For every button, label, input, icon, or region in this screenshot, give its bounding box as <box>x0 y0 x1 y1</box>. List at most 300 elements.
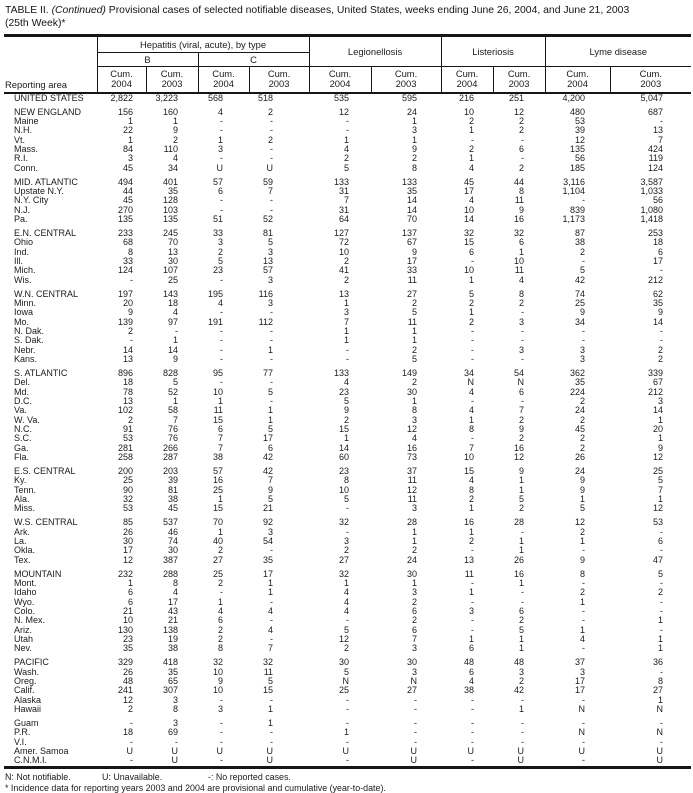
cell: 4 <box>412 433 418 444</box>
cell: 4 <box>172 307 178 318</box>
table-row <box>4 276 691 285</box>
cell: 14 <box>653 405 664 416</box>
cell: - <box>346 526 350 537</box>
row-label: Upstate N.Y. <box>14 186 64 197</box>
cell: - <box>582 643 586 654</box>
cell: 135 <box>570 144 586 155</box>
cell: 1 <box>519 634 525 645</box>
cell: - <box>130 718 133 729</box>
cell: 14 <box>167 344 178 355</box>
table-title-continued: (Continued) <box>51 5 106 16</box>
cell: 8 <box>127 246 133 257</box>
cell: - <box>220 326 223 337</box>
table-row <box>4 644 691 653</box>
cell: 8 <box>412 162 418 173</box>
cell: - <box>346 354 350 365</box>
cell: 7 <box>658 134 664 145</box>
cell: - <box>270 144 274 155</box>
row-label: R.I. <box>14 153 29 164</box>
cell: 25 <box>339 685 350 696</box>
row-label: N. Mex. <box>14 615 46 626</box>
cell: 2 <box>217 545 223 556</box>
cum-label: Cum. <box>639 67 662 79</box>
cell: - <box>471 433 475 444</box>
cell: - <box>660 545 664 556</box>
table-row <box>4 453 691 462</box>
row-label: Calif. <box>14 685 35 696</box>
cell: 156 <box>117 106 133 117</box>
cell: 2 <box>344 643 350 654</box>
cell: 203 <box>162 466 178 477</box>
cell: 27 <box>407 288 418 299</box>
cell: 137 <box>402 228 418 239</box>
cell: 31 <box>339 186 350 197</box>
reporting-area-header: Reporting area <box>4 35 97 93</box>
cell: - <box>270 153 274 164</box>
cell: 76 <box>167 433 178 444</box>
cell: 135 <box>117 214 133 225</box>
cell: 39 <box>167 475 178 486</box>
cell: 91 <box>122 424 133 435</box>
cell: 10 <box>122 615 133 626</box>
cell: 28 <box>407 517 418 528</box>
cell: 1 <box>217 494 223 505</box>
cell: 4 <box>469 475 475 486</box>
year-label: 2003 <box>395 78 417 90</box>
cell: 266 <box>162 442 178 453</box>
cell: 1 <box>519 643 525 654</box>
cell: - <box>582 606 586 617</box>
cell: - <box>220 307 223 318</box>
cell: 1 <box>580 596 586 607</box>
row-label: Guam <box>14 718 39 729</box>
row-label: Tenn. <box>14 484 37 495</box>
cell: - <box>521 326 525 337</box>
cell: 6 <box>519 237 525 248</box>
row-label: Ga. <box>14 442 29 453</box>
cell: - <box>346 736 350 747</box>
cell: 67 <box>407 237 418 248</box>
cell: 4 <box>172 587 178 598</box>
cell: 1 <box>580 624 586 635</box>
footnotes <box>5 772 691 793</box>
row-label: W.S. CENTRAL <box>14 517 78 528</box>
cell: 1 <box>217 134 223 145</box>
table-row <box>4 355 691 364</box>
cell: 387 <box>162 554 178 565</box>
cell: 149 <box>402 368 418 379</box>
cell: 35 <box>167 666 178 677</box>
cell: 3 <box>580 666 586 677</box>
cell: 15 <box>339 424 350 435</box>
cell: 2 <box>127 704 133 715</box>
cell: 9 <box>412 144 418 155</box>
table-row <box>4 556 691 565</box>
cell: 53 <box>653 517 664 528</box>
cell: 2 <box>217 624 223 635</box>
table-row <box>4 164 691 173</box>
cell: 77 <box>263 368 274 379</box>
cell: 6 <box>217 424 223 435</box>
cell: 48 <box>122 676 133 687</box>
cell: - <box>414 694 418 705</box>
row-label: Tex. <box>14 554 31 565</box>
cell: - <box>582 326 586 337</box>
cell: 4 <box>519 274 525 285</box>
row-label: N.H. <box>14 125 32 136</box>
cell: 12 <box>407 424 418 435</box>
cell: 68 <box>122 237 133 248</box>
cell: 3 <box>658 396 664 407</box>
cell: 4 <box>344 596 350 607</box>
cell: 7 <box>344 195 350 206</box>
cell: 10 <box>212 685 223 696</box>
cell: - <box>270 615 274 626</box>
cell: 200 <box>117 466 133 477</box>
cell: 3 <box>268 298 274 309</box>
cell: 1 <box>412 134 418 145</box>
cell: 6 <box>519 386 525 397</box>
cell: 4 <box>268 624 274 635</box>
cell: - <box>270 204 274 215</box>
cell: 216 <box>459 92 475 103</box>
cell: 26 <box>514 554 525 565</box>
cell: 23 <box>212 265 223 276</box>
cell: U <box>216 162 223 173</box>
cell: 5 <box>519 624 525 635</box>
cum-label: Cum. <box>212 67 235 79</box>
cum-label: Cum. <box>160 67 184 79</box>
column-header-hep-b-cum-2004 <box>97 66 146 93</box>
row-label: E.S. CENTRAL <box>14 466 76 477</box>
cell: 839 <box>570 204 586 215</box>
cell: 133 <box>334 176 350 187</box>
row-label: Idaho <box>14 587 37 598</box>
cell: 2 <box>268 106 274 117</box>
cell: 35 <box>167 186 178 197</box>
cell: 16 <box>407 442 418 453</box>
cell: 23 <box>122 634 133 645</box>
year-label: 2003 <box>640 78 662 90</box>
cell: - <box>220 354 223 365</box>
cell: 7 <box>217 442 223 453</box>
cell: - <box>582 718 586 729</box>
cell: - <box>582 694 586 705</box>
cell: - <box>660 116 664 127</box>
cell: U <box>467 746 475 757</box>
cell: - <box>521 134 525 145</box>
cell: 6 <box>412 624 418 635</box>
cell: 38 <box>212 452 223 463</box>
table-header <box>4 35 691 93</box>
cell: 35 <box>263 554 274 565</box>
row-label: Mo. <box>14 316 30 327</box>
cell: - <box>582 195 586 206</box>
cell: 95 <box>212 368 223 379</box>
cell: 24 <box>407 554 418 565</box>
cell: 1 <box>412 116 418 127</box>
cell: 22 <box>122 125 133 136</box>
cell: 7 <box>268 475 274 486</box>
cell: 35 <box>575 377 586 388</box>
cell: U <box>656 755 664 766</box>
cell: 47 <box>653 554 664 565</box>
cell: U <box>517 755 525 766</box>
cell: 232 <box>117 568 133 579</box>
cell: - <box>270 377 274 388</box>
cell: 39 <box>575 125 586 136</box>
cell: 9 <box>580 475 586 486</box>
cell: 1 <box>268 414 274 425</box>
column-header-lyme-cum-2003 <box>610 66 691 93</box>
column-header-listeriosis-cum-2003 <box>493 66 545 93</box>
cell: 12 <box>514 106 525 117</box>
cell: 30 <box>407 657 418 668</box>
cell: 5 <box>217 256 223 267</box>
cell: 2 <box>217 578 223 589</box>
cell: 3 <box>344 536 350 547</box>
cell: 16 <box>514 442 525 453</box>
cell: - <box>130 274 133 285</box>
row-label: Nev. <box>14 643 32 654</box>
row-label: N.J. <box>14 204 31 215</box>
cell: 1 <box>172 116 178 127</box>
cell: 7 <box>172 414 178 425</box>
cell: 15 <box>212 503 223 514</box>
table-title-rest: Provisional cases of selected notifiable diseases, United States, weeks ending June 26, 2004, and June 21, 2003 <box>105 5 630 16</box>
cell: 119 <box>648 153 664 164</box>
row-label: MID. ATLANTIC <box>14 176 78 187</box>
legionellosis-group-header: Legionellosis <box>309 35 441 66</box>
cell: - <box>346 704 350 715</box>
cell: 5 <box>268 237 274 248</box>
cell: 3,587 <box>640 176 664 187</box>
cell: 128 <box>162 195 178 206</box>
cell: 56 <box>575 153 586 164</box>
cell: 1 <box>127 116 133 127</box>
cell: 2 <box>412 596 418 607</box>
cell: 3 <box>217 144 223 155</box>
row-label: Oreg. <box>14 676 37 687</box>
cell: 48 <box>464 657 475 668</box>
cell: - <box>582 545 586 556</box>
cell: 73 <box>407 452 418 463</box>
cell: 1 <box>519 545 525 556</box>
cell: - <box>220 377 223 388</box>
cell: 41 <box>339 265 350 276</box>
cell: U <box>171 755 178 766</box>
cell: 35 <box>122 643 133 654</box>
cell: - <box>220 344 223 355</box>
cell: 42 <box>575 274 586 285</box>
year-label: 2004 <box>567 78 588 90</box>
cell: 17 <box>653 256 664 267</box>
cell: 7 <box>519 405 525 416</box>
cell: 2 <box>580 587 586 598</box>
cell: 10 <box>212 666 223 677</box>
cell: 3 <box>217 704 223 715</box>
cell: 13 <box>339 288 350 299</box>
cell: 18 <box>122 727 133 738</box>
cell: 2 <box>580 246 586 257</box>
cell: 13 <box>122 396 133 407</box>
cum-label: Cum. <box>110 67 133 79</box>
cell: 17 <box>167 596 178 607</box>
column-header-hep-c-cum-2003 <box>249 66 309 93</box>
cell: 2 <box>580 396 586 407</box>
cell: 2 <box>519 676 525 687</box>
cell: 4 <box>580 634 586 645</box>
cell: 2 <box>217 246 223 257</box>
cell: 424 <box>648 144 664 155</box>
cell: 11 <box>407 316 418 327</box>
cell: 28 <box>514 517 525 528</box>
cell: 42 <box>263 452 274 463</box>
cell: 81 <box>167 484 178 495</box>
cell: - <box>471 354 475 365</box>
cell: 13 <box>263 256 274 267</box>
cell: 12 <box>575 517 586 528</box>
row-label: Nebr. <box>14 344 36 355</box>
cell: 191 <box>207 316 223 327</box>
row-label: Hawaii <box>14 704 42 715</box>
cell: - <box>471 624 475 635</box>
cell: 42 <box>263 466 274 477</box>
cell: 2 <box>519 125 525 136</box>
cell: 8 <box>172 704 178 715</box>
cell: U <box>171 746 178 757</box>
row-label: C.N.M.I. <box>14 755 47 766</box>
cell: 224 <box>570 386 586 397</box>
cell: 124 <box>117 265 133 276</box>
cell: 5 <box>268 494 274 505</box>
cell: 2 <box>344 545 350 556</box>
year-label: 2003 <box>268 78 290 90</box>
cell: 6 <box>658 536 664 547</box>
cell: 116 <box>258 288 274 299</box>
cell: 4 <box>268 606 274 617</box>
cell: 12 <box>653 452 664 463</box>
cell: 143 <box>162 288 178 299</box>
cell: 258 <box>117 452 133 463</box>
cell: 9 <box>658 307 664 318</box>
cell: 10 <box>339 246 350 257</box>
cell: 45 <box>122 162 133 173</box>
cell: 3 <box>127 153 133 164</box>
cell: 7 <box>268 643 274 654</box>
cell: 6 <box>217 615 223 626</box>
cell: 9 <box>127 307 133 318</box>
footnote-dash: -: No reported cases. <box>208 771 291 782</box>
cell: - <box>220 153 223 164</box>
cell: - <box>130 755 133 766</box>
cell: 6 <box>412 606 418 617</box>
cell: 38 <box>167 494 178 505</box>
cell: 828 <box>162 368 178 379</box>
cell: 7 <box>658 484 664 495</box>
row-label: Iowa <box>14 307 34 318</box>
cell: - <box>471 694 475 705</box>
cell: 1 <box>580 494 586 505</box>
cell: - <box>346 503 350 514</box>
cell: 17 <box>263 433 274 444</box>
cell: 11 <box>407 475 418 486</box>
cell: 35 <box>653 298 664 309</box>
cell: 197 <box>117 288 133 299</box>
cell: 17 <box>407 256 418 267</box>
cell: N <box>578 704 586 715</box>
cell: 27 <box>339 554 350 565</box>
cell: 70 <box>407 214 418 225</box>
cell: U <box>517 746 525 757</box>
cell: 2 <box>519 414 525 425</box>
cell: 21 <box>167 615 178 626</box>
cell: 1,080 <box>640 204 664 215</box>
cell: - <box>471 718 475 729</box>
cell: 13 <box>653 125 664 136</box>
row-label: Va. <box>14 405 27 416</box>
cell: 48 <box>514 657 525 668</box>
cell: 1 <box>412 326 418 337</box>
cell: - <box>270 545 274 556</box>
cell: 107 <box>162 265 178 276</box>
cell: 70 <box>212 517 223 528</box>
cell: 12 <box>339 106 350 117</box>
cell: 1 <box>658 494 664 505</box>
table-title-prefix: TABLE II. <box>5 5 52 16</box>
cell: 135 <box>162 214 178 225</box>
cell: 43 <box>167 606 178 617</box>
cell: 25 <box>122 475 133 486</box>
cell: 57 <box>212 466 223 477</box>
cell: - <box>220 755 223 766</box>
cell: - <box>521 526 525 537</box>
lyme-disease-group-header: Lyme disease <box>545 35 691 66</box>
cell: 30 <box>339 657 350 668</box>
cell: 33 <box>122 256 133 267</box>
cell: 5 <box>172 377 178 388</box>
cell: 1 <box>469 153 475 164</box>
cell: - <box>471 615 475 626</box>
cell: 42 <box>514 685 525 696</box>
cell: 3 <box>412 503 418 514</box>
cell: 12 <box>575 134 586 145</box>
cell: 133 <box>402 176 418 187</box>
cell: - <box>346 755 350 766</box>
cell: 9 <box>412 246 418 257</box>
cell: 2 <box>658 344 664 355</box>
cell: 2 <box>519 116 525 127</box>
cell: 2 <box>519 615 525 626</box>
cell: 26 <box>575 452 586 463</box>
cell: 78 <box>122 386 133 397</box>
cell: 2 <box>469 116 475 127</box>
cell: 568 <box>207 92 223 103</box>
cell: 59 <box>263 176 274 187</box>
cell: 9 <box>580 307 586 318</box>
cell: 56 <box>653 195 664 206</box>
cell: 12 <box>122 554 133 565</box>
cell: 418 <box>162 657 178 668</box>
cell: - <box>521 153 525 164</box>
cell: 2 <box>217 634 223 645</box>
cell: 3 <box>469 606 475 617</box>
cell: 34 <box>167 162 178 173</box>
row-label: Ind. <box>14 246 30 257</box>
cell: 160 <box>162 106 178 117</box>
cell: 2 <box>658 587 664 598</box>
footnote-legend <box>5 772 691 783</box>
